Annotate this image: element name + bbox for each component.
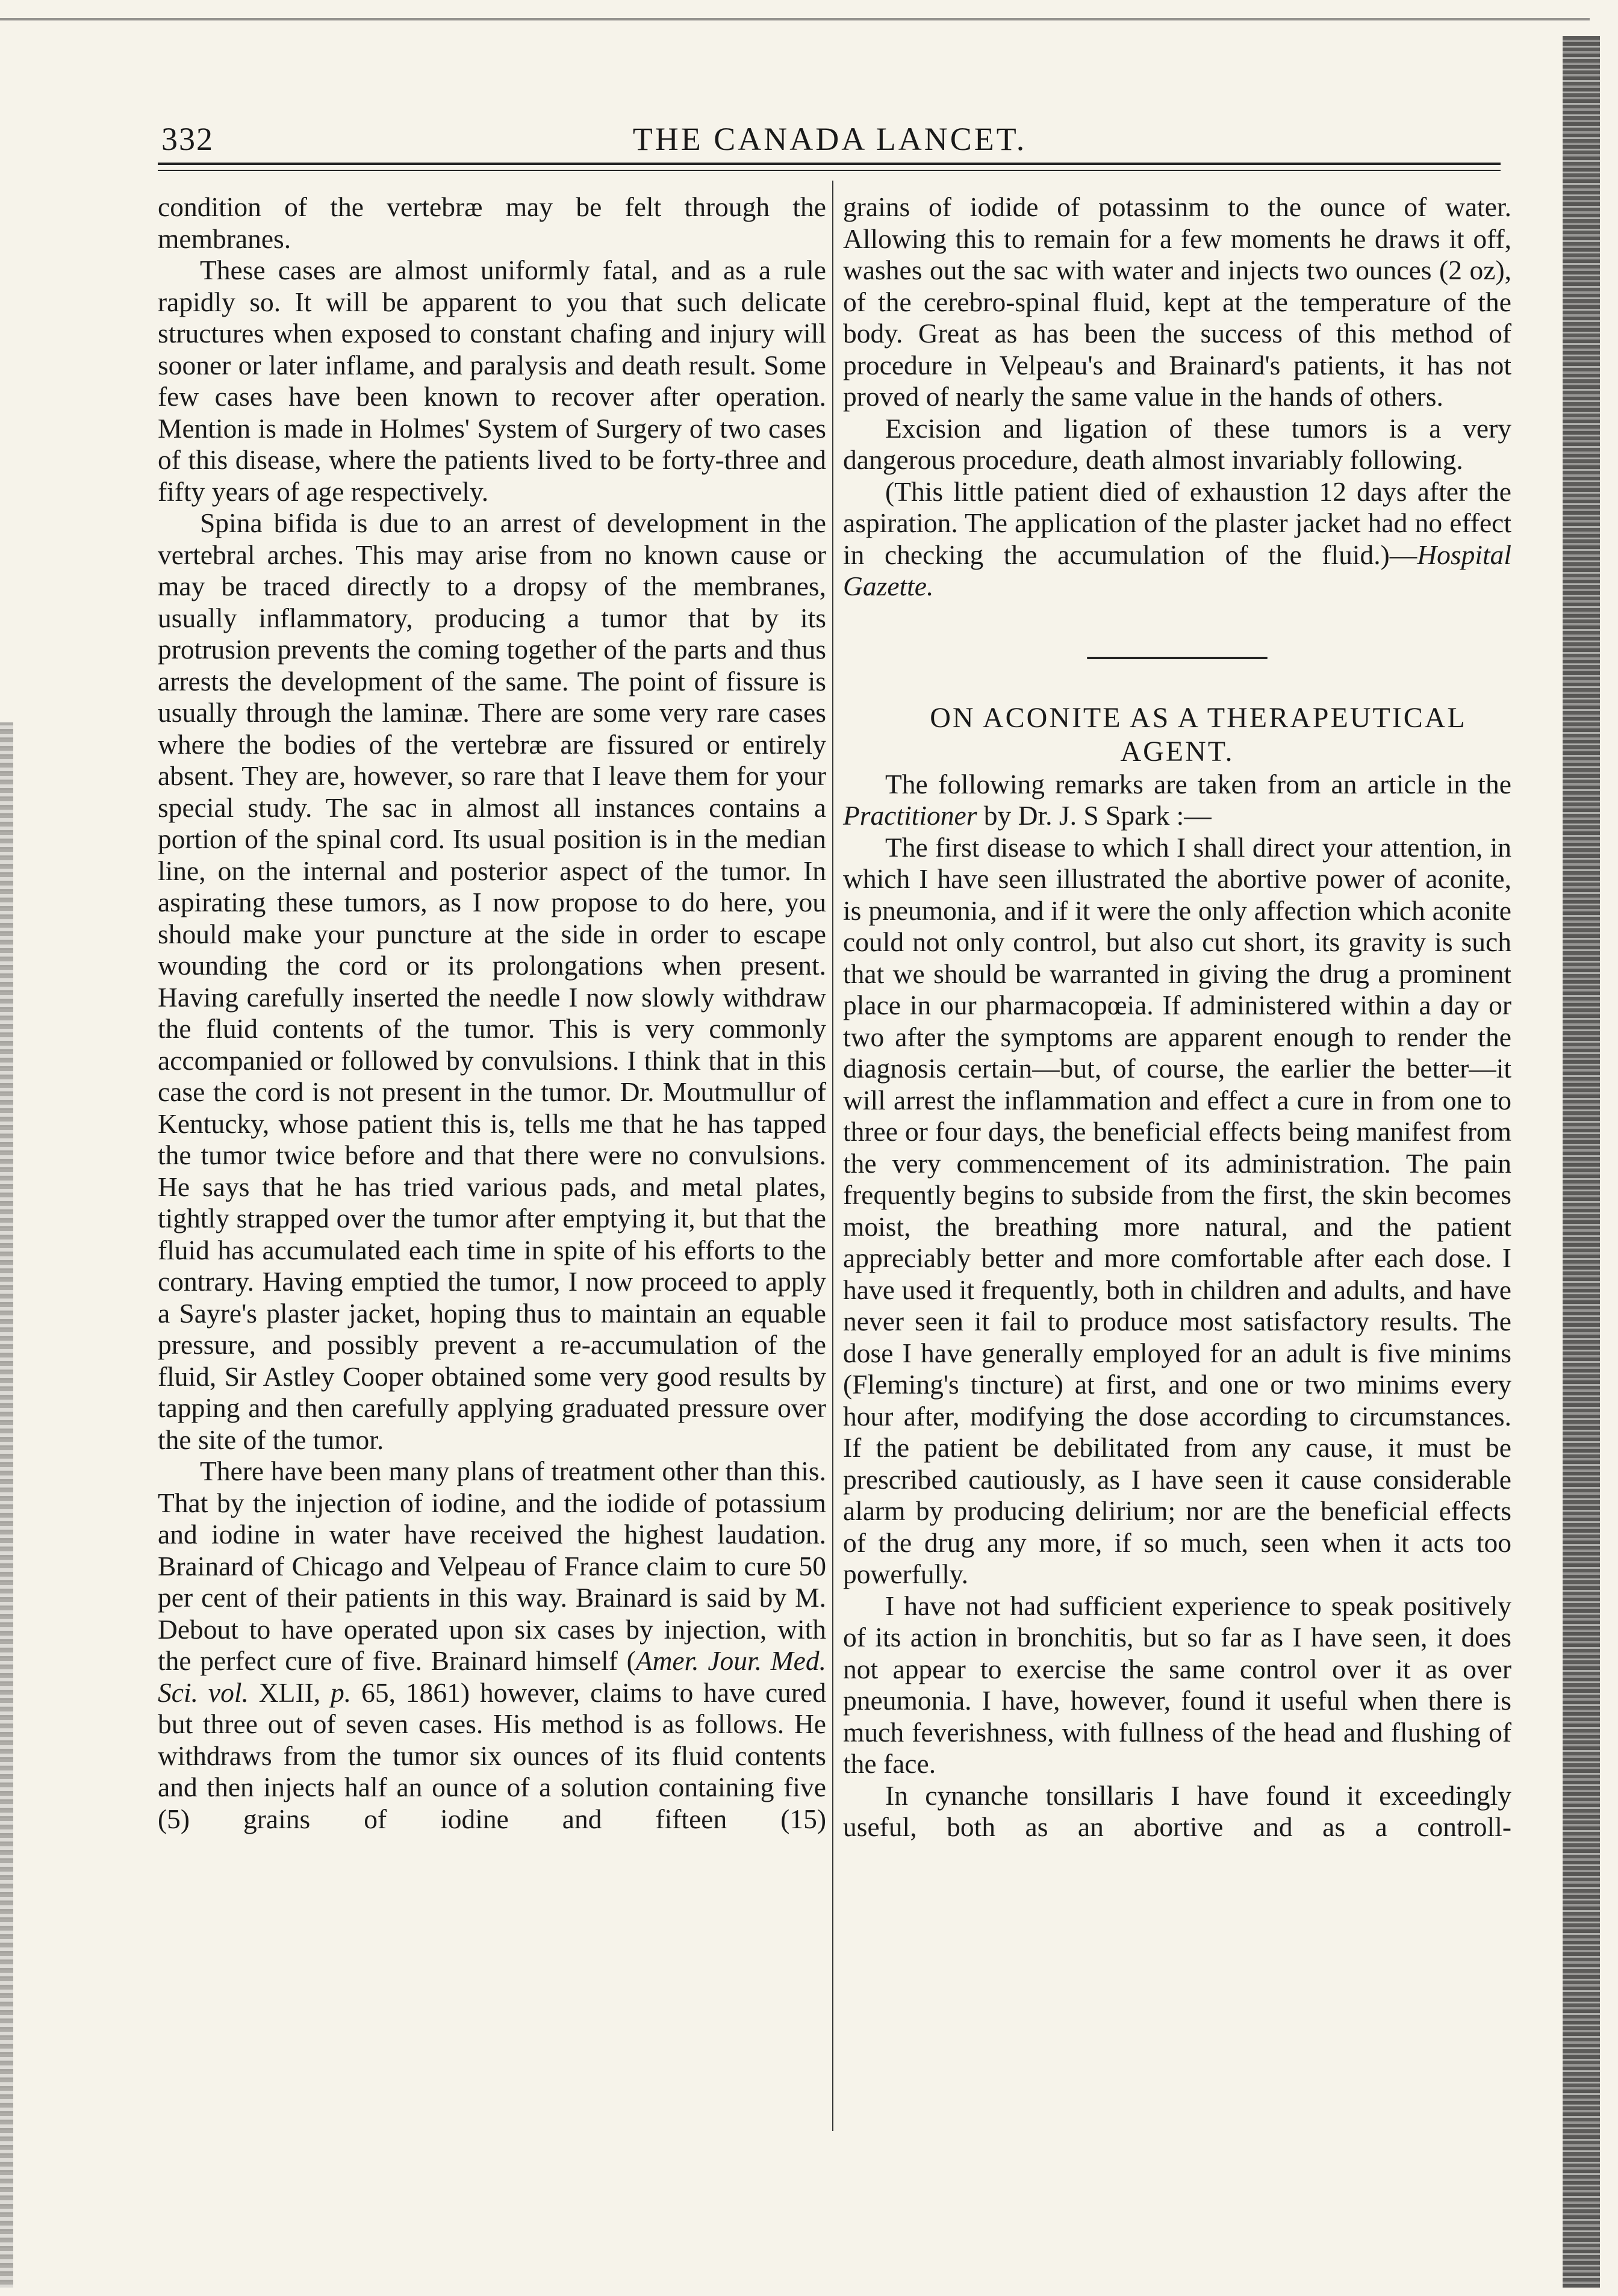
binding-edge-left xyxy=(0,722,13,2288)
paragraph: These cases are almost uniformly fatal, and as a rule rapidly so. It will be apparent to you that such delicate structures when exposed to constant chafing and injury will sooner or later inflame, and paralysis and death result. Some few cases have been known to recover after operation. Mention is made in Holmes' System of Surgery of two cases of this disease, where the patients lived to be forty-three and fifty years of age respectively. xyxy=(158,255,826,507)
citation: Amer. Jour. Med. Sci. vol. xyxy=(158,1645,826,1708)
paragraph: In cynanche tonsillaris I have found it exceedingly useful, both as an abortive and as a controll- xyxy=(843,1779,1511,1842)
text-run: (This little patient died of exhaustion 12 days after the aspiration. The application of the plaster jacket had no effect in checking the accumulation of the fluid.)— xyxy=(843,476,1511,570)
paragraph: grains of iodide of potassinm to the ounce of water. Allowing this to remain for a few moments he draws it off, washes out the sac with water and injects two ounces (2 oz), of the cerebro-spinal fluid, kept at the temperature of the body. Great as has been the success of this method of procedure in Velpeau's and Brainard's patients, it has not proved of nearly the same value in the hands of others. xyxy=(843,191,1511,412)
paragraph: Excision and ligation of these tumors is a very dangerous procedure, death almost invariably following. xyxy=(843,412,1511,475)
paragraph: I have not had sufficient experience to speak positively of its action in bronchitis, but so far as I have seen, it does not appear to exercise the same control over it as over pneumonia. I have, however, found it useful when there is much feverishness, with fullness of the head and flushing of the face. xyxy=(843,1590,1511,1779)
paragraph xyxy=(843,769,1511,832)
header-rule xyxy=(158,163,1501,165)
column-divider xyxy=(832,181,833,2131)
page-number: 332 xyxy=(161,121,214,157)
text-run: XLII, xyxy=(248,1677,331,1708)
paragraph xyxy=(843,476,1511,603)
header-rule-thin xyxy=(158,170,1501,171)
paragraph xyxy=(158,1456,826,1835)
paragraph: Spina bifida is due to an arrest of development in the vertebral arches. This may arise from no known cause or may be traced directly to a dropsy of the membranes, usually inflammatory, producing a tumor that by its protrusion prevents the coming together of the parts and thus arrests the development of the same. The point of fissure is usually through the laminæ. There are some very rare cases where the bodies of the vertebræ are fissured or entirely absent. They are, however, so rare that I leave them for your special study. The sac in almost all instances contains a portion of the spinal cord. Its usual position is in the median line, on the internal and posterior aspect of the tumor. In aspirating these tumors, as I now propose to do here, you should make your puncture at the side in order to escape wounding the cord or its prolongations when present. Having carefully inserted the needle I now slowly withdraw the fluid contents of the tumor. This is very commonly accompanied or followed by convulsions. I think that in this case the cord is not present in the tumor. Dr. Moutmullur of Kentucky, whose patient this is, tells me that he has tapped the tumor twice before and that there were no convulsions. He says that he has tried various pads, and metal plates, tightly strapped over the tumor after emptying it, but that the fluid has accumulated each time in spite of his efforts to the contrary. Having emptied the tumor, I now proceed to apply a Sayre's plaster jacket, hoping thus to maintain an equable pressure, and possibly prevent a re-accumulation of the fluid, Sir Astley Cooper obtained some very good results by tapping and then carefully applying graduated pressure over the site of the tumor. xyxy=(158,507,826,1455)
page-header xyxy=(161,120,1498,169)
text-run: 65, 1861) however, claims to have cured but three out of seven cases. His method is as follows. He withdraws from the tumor six ounces of its fluid contents and then injects half an ounce of a solution containing five (5) grains of iodine and fifteen (15) xyxy=(158,1677,826,1834)
source-citation: Hospital Gazette. xyxy=(843,539,1511,601)
text-run: The following remarks are taken from an article in the xyxy=(885,768,1511,799)
page-top-edge xyxy=(0,0,1590,20)
right-column xyxy=(843,191,1511,1843)
journal-name: Practitioner xyxy=(843,800,977,831)
left-column xyxy=(158,191,826,1835)
paragraph: condition of the vertebræ may be felt through the membranes. xyxy=(158,191,826,254)
section-divider-ornament xyxy=(843,657,1511,659)
running-title: THE CANADA LANCET. xyxy=(632,121,1027,157)
paragraph: The first disease to which I shall direct your attention, in which I have seen illustrated the abortive power of aconite, is pneumonia, and if it were the only affection which aconite could not only control, but also cut short, its gravity is such that we should be warranted in giving the drug a prominent place in our pharmacopœia. If administered within a day or two after the symptoms are apparent enough to render the diagnosis certain—but, of course, the earlier the better—it will arrest the inflammation and effect a cure in from one to three or four days, the beneficial effects being manifest from the very commencement of its administration. The pain frequently begins to subside from the first, the skin becomes moist, the breathing more natural, and the patient appreciably better and more comfortable after each dose. I have used it frequently, both in children and adults, and have never seen it fail to produce most satisfactory results. The dose I have generally employed for an adult is five minims (Fleming's tincture) at first, and one or two minims every hour after, modifying the dose according to circumstances. If the patient be debilitated from any cause, it must be prescribed cautiously, as I have seen it cause considerable alarm by producing delirium; nor are the beneficial effects of the drug any more, if so much, seen when it acts too powerfully. xyxy=(843,831,1511,1589)
text-run: There have been many plans of treatment other than this. That by the injection of iodine, and the iodide of potassium and iodine in water have received the highest laudation. Brainard of Chicago and Velpeau of France claim to cure 50 per cent of their patients in this way. Brainard is said by M. Debout to have operated upon six cases by injection, with the perfect cure of five. Brainard himself ( xyxy=(158,1456,826,1676)
page-edge-right xyxy=(1563,36,1600,2288)
text-run: by Dr. J. S Spark :— xyxy=(977,800,1212,831)
citation: p. xyxy=(331,1677,352,1708)
section-heading: ON ACONITE AS A THERAPEUTICAL AGENT. xyxy=(930,701,1467,768)
